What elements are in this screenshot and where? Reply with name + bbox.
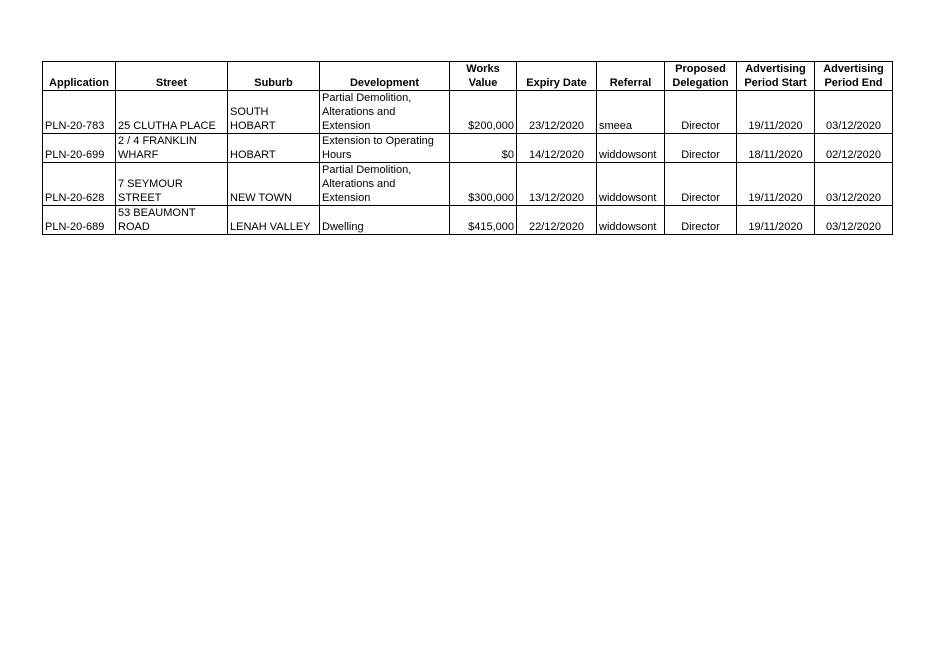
table-row — [43, 206, 893, 235]
cell-application: PLN-20-689 — [43, 206, 116, 235]
cell-referral: widdowsont — [597, 206, 665, 235]
table-row — [43, 91, 893, 134]
cell-expiry-date: 14/12/2020 — [517, 134, 597, 163]
header-proposed-delegation: Proposed Delegation — [665, 62, 737, 91]
cell-street: 7 SEYMOUR STREET — [116, 163, 228, 206]
cell-referral: widdowsont — [597, 134, 665, 163]
header-application: Application — [43, 62, 116, 91]
cell-development: Extension to Operating Hours — [320, 134, 450, 163]
cell-development: Partial Demolition, Alterations and Extension — [320, 91, 450, 134]
cell-proposed-delegation: Director — [665, 206, 737, 235]
table-row — [43, 134, 893, 163]
header-advertising-start: Advertising Period Start — [737, 62, 815, 91]
cell-development: Partial Demolition, Alterations and Extension — [320, 163, 450, 206]
header-referral: Referral — [597, 62, 665, 91]
cell-expiry-date: 13/12/2020 — [517, 163, 597, 206]
cell-suburb: SOUTH HOBART — [228, 91, 320, 134]
header-advertising-end: Advertising Period End — [815, 62, 893, 91]
cell-advertising-end: 03/12/2020 — [815, 91, 893, 134]
cell-works-value: $415,000 — [450, 206, 517, 235]
cell-advertising-start: 19/11/2020 — [737, 206, 815, 235]
cell-suburb: HOBART — [228, 134, 320, 163]
cell-application: PLN-20-699 — [43, 134, 116, 163]
header-expiry-date: Expiry Date — [517, 62, 597, 91]
header-street: Street — [116, 62, 228, 91]
cell-referral: widdowsont — [597, 163, 665, 206]
cell-street: 2 / 4 FRANKLIN WHARF — [116, 134, 228, 163]
cell-suburb: NEW TOWN — [228, 163, 320, 206]
cell-advertising-end: 03/12/2020 — [815, 206, 893, 235]
cell-proposed-delegation: Director — [665, 134, 737, 163]
cell-proposed-delegation: Director — [665, 91, 737, 134]
cell-expiry-date: 23/12/2020 — [517, 91, 597, 134]
header-works-value: Works Value — [450, 62, 517, 91]
cell-advertising-start: 18/11/2020 — [737, 134, 815, 163]
cell-proposed-delegation: Director — [665, 163, 737, 206]
cell-expiry-date: 22/12/2020 — [517, 206, 597, 235]
cell-application: PLN-20-783 — [43, 91, 116, 134]
cell-street: 25 CLUTHA PLACE — [116, 91, 228, 134]
cell-application: PLN-20-628 — [43, 163, 116, 206]
cell-referral: smeea — [597, 91, 665, 134]
header-suburb: Suburb — [228, 62, 320, 91]
cell-street: 53 BEAUMONT ROAD — [116, 206, 228, 235]
cell-advertising-start: 19/11/2020 — [737, 163, 815, 206]
header-row — [43, 62, 893, 91]
cell-advertising-start: 19/11/2020 — [737, 91, 815, 134]
planning-applications-table — [42, 61, 893, 235]
cell-works-value: $0 — [450, 134, 517, 163]
cell-advertising-end: 03/12/2020 — [815, 163, 893, 206]
cell-works-value: $200,000 — [450, 91, 517, 134]
header-development: Development — [320, 62, 450, 91]
cell-development: Dwelling — [320, 206, 450, 235]
cell-works-value: $300,000 — [450, 163, 517, 206]
cell-suburb: LENAH VALLEY — [228, 206, 320, 235]
table-row — [43, 163, 893, 206]
cell-advertising-end: 02/12/2020 — [815, 134, 893, 163]
